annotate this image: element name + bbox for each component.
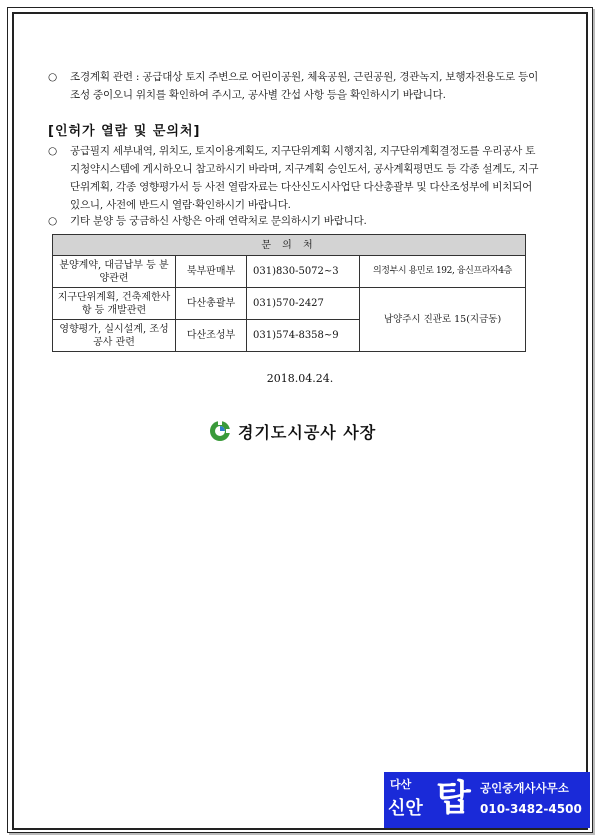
permit-viewing-paragraph xyxy=(50,142,540,214)
phone-cell: 031)574-8358~9 xyxy=(247,320,360,352)
issue-date: 2018.04.24. xyxy=(266,372,334,385)
landscape-plan-paragraph xyxy=(50,68,540,104)
topic-cell: 분양계약, 대금납부 등 분양관련 xyxy=(53,256,176,288)
dept-cell: 북부판매부 xyxy=(176,256,247,288)
topic-cell: 지구단위계획, 건축제한사항 등 개발관련 xyxy=(53,288,176,320)
address-cell: 남양주시 진관로 15(지금동) xyxy=(360,288,526,352)
section-heading: [인허가 열람 및 문의처] xyxy=(48,124,201,139)
topic-cell: 영향평가, 실시설계, 조성공사 관련 xyxy=(53,320,176,352)
ad-phone: 010-3482-4500 xyxy=(480,802,582,816)
gh-logo-icon xyxy=(208,419,232,443)
ad-brand-bottom: 신안 xyxy=(388,798,423,819)
signature-block xyxy=(208,418,376,444)
table-row xyxy=(53,288,526,320)
paragraph-text: 조경계획 관련 : 공급대상 토지 주변으로 어린이공원, 체육공원, 근린공원, 경관녹지, 보행자전용도로 등이 조성 중이오니 위치를 확인하여 주시고, 공사별 간섭 사항 등을 확인하시기 바랍니다. xyxy=(70,71,539,101)
table-header: 문 의 처 xyxy=(53,235,526,256)
realtor-ad-banner[interactable] xyxy=(384,772,590,828)
paragraph-text: 기타 분양 등 궁금하신 사항은 아래 연락처로 문의하시기 바랍니다. xyxy=(70,215,367,227)
address-cell: 의정부시 용민로 192, 융신프라자4층 xyxy=(360,256,526,288)
bullet-circle-icon: ○ xyxy=(48,71,57,83)
table-row xyxy=(53,256,526,288)
phone-cell: 031)830-5072~3 xyxy=(247,256,360,288)
paragraph-text: 공급필지 세부내역, 위치도, 토지이용계획도, 지구단위계획 시행지침, 지구단위계획결정도를 우리공사 토지청약시스템에 게시하오니 참고하시기 바라며, 지구계획 승인도서, 공사계획평면도 등 각종 설계도, 지구단위계획, 각종 영향평가서 등 사전 열람자료는 다산신도시사업단 다산총괄부 및 다산조성부에 비치되어 있으니, 사전에 반드시 열람·확인하시기 바랍니다. xyxy=(70,145,539,211)
ad-brand-top: 다산 xyxy=(390,778,412,791)
dept-cell: 다산총괄부 xyxy=(176,288,247,320)
dept-cell: 다산조성부 xyxy=(176,320,247,352)
inquiry-table xyxy=(52,234,526,352)
ad-office-name: 공인중개사사무소 xyxy=(480,781,569,795)
signatory-name: 경기도시공사 사장 xyxy=(238,422,377,442)
bullet-circle-icon: ○ xyxy=(48,145,57,157)
bullet-circle-icon: ○ xyxy=(48,215,57,227)
ad-logo-char: 탑 xyxy=(436,778,471,819)
contact-paragraph xyxy=(50,212,540,230)
phone-cell: 031)570-2427 xyxy=(247,288,360,320)
